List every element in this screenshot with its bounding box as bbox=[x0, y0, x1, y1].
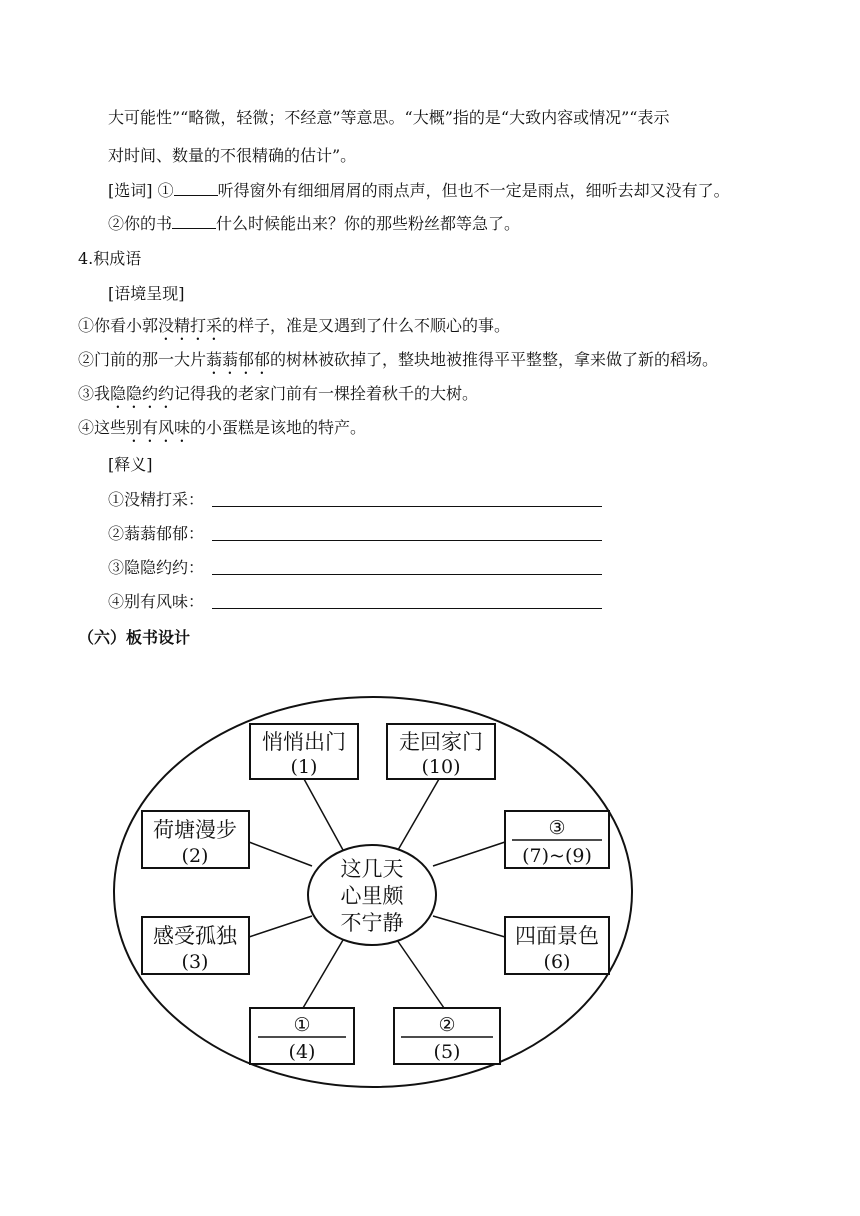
box-title: 四面景色 bbox=[515, 924, 599, 948]
box-blank-number: ① bbox=[293, 1014, 311, 1036]
explain-label-4: ④别有风味： bbox=[108, 592, 205, 611]
sentence-text: ②门前的那一大片 bbox=[78, 350, 207, 369]
box-paragraph: (1) bbox=[290, 756, 318, 778]
sentence-text: 的树林被砍掉了，整块地被推得平平整整，拿来做了新的稻场。 bbox=[270, 350, 719, 369]
box-paragraph: (7)~(9) bbox=[522, 845, 592, 867]
center-text-line: 不宁静 bbox=[340, 911, 404, 935]
explain-label-1: ①没精打采： bbox=[108, 490, 205, 509]
box-paragraph: (4) bbox=[288, 1041, 316, 1063]
box-sneak-out bbox=[250, 724, 358, 779]
box-paragraph: (2) bbox=[181, 845, 209, 867]
explain-label-2: ②蓊蓊郁郁： bbox=[108, 524, 205, 543]
question-text: 听得窗外有细细屑屑的雨点声，但也不一定是雨点，细听去却又没有了。 bbox=[217, 181, 730, 200]
box-lotus-stroll bbox=[142, 811, 249, 868]
box-title: 荷塘漫步 bbox=[153, 818, 237, 842]
question-prefix: [选词] ① bbox=[108, 181, 174, 200]
box-paragraph: (10) bbox=[421, 756, 461, 778]
idiom: 别有风味 bbox=[126, 418, 191, 437]
sentence-text: 的样子，准是又遇到了什么不顺心的事。 bbox=[222, 316, 511, 335]
text-line: 大可能性”“略微，轻微；不经意”等意思。“大概”指的是“大致内容或情况”“表示 bbox=[108, 108, 670, 127]
box-scenery bbox=[505, 917, 609, 974]
box-blank-2 bbox=[394, 1008, 500, 1064]
idiom: 没精打采 bbox=[158, 316, 223, 335]
question-prefix: ②你的书 bbox=[108, 214, 173, 233]
box-paragraph: (6) bbox=[543, 951, 571, 973]
box-return-home bbox=[387, 724, 495, 779]
center-text-line: 这几天 bbox=[340, 857, 404, 881]
idiom: 隐隐约约 bbox=[110, 384, 175, 403]
box-title: 走回家门 bbox=[399, 730, 483, 754]
explain-header: [释义] bbox=[108, 455, 153, 474]
text-line: 对时间、数量的不很精确的估计”。 bbox=[108, 146, 357, 165]
box-title: 感受孤独 bbox=[153, 924, 237, 948]
box-title: 悄悄出门 bbox=[262, 730, 346, 754]
box-blank-number: ② bbox=[438, 1014, 456, 1036]
sentence-text: 的小蛋糕是该地的特产。 bbox=[190, 418, 367, 437]
sentence-text: 记得我的老家门前有一棵拴着秋千的大树。 bbox=[174, 384, 479, 403]
center-text-line: 心里颇 bbox=[340, 884, 404, 908]
idiom: 蓊蓊郁郁 bbox=[206, 350, 271, 369]
box-loneliness bbox=[142, 917, 249, 974]
context-header: [语境呈现] bbox=[108, 284, 185, 303]
box-blank-3 bbox=[505, 811, 609, 868]
section-title: （六）板书设计 bbox=[78, 628, 191, 647]
sentence-text: ③我 bbox=[78, 384, 111, 403]
section-title: 4.积成语 bbox=[78, 249, 142, 268]
explain-label-3: ③隐隐约约： bbox=[108, 558, 205, 577]
box-paragraph: (5) bbox=[433, 1041, 461, 1063]
question-text: 什么时候能出来？你的那些粉丝都等急了。 bbox=[216, 214, 521, 233]
box-blank-1 bbox=[250, 1008, 354, 1064]
box-blank-number: ③ bbox=[548, 817, 566, 839]
sentence-text: ①你看小郭 bbox=[78, 316, 159, 335]
box-paragraph: (3) bbox=[181, 951, 209, 973]
sentence-text: ④这些 bbox=[78, 418, 127, 437]
